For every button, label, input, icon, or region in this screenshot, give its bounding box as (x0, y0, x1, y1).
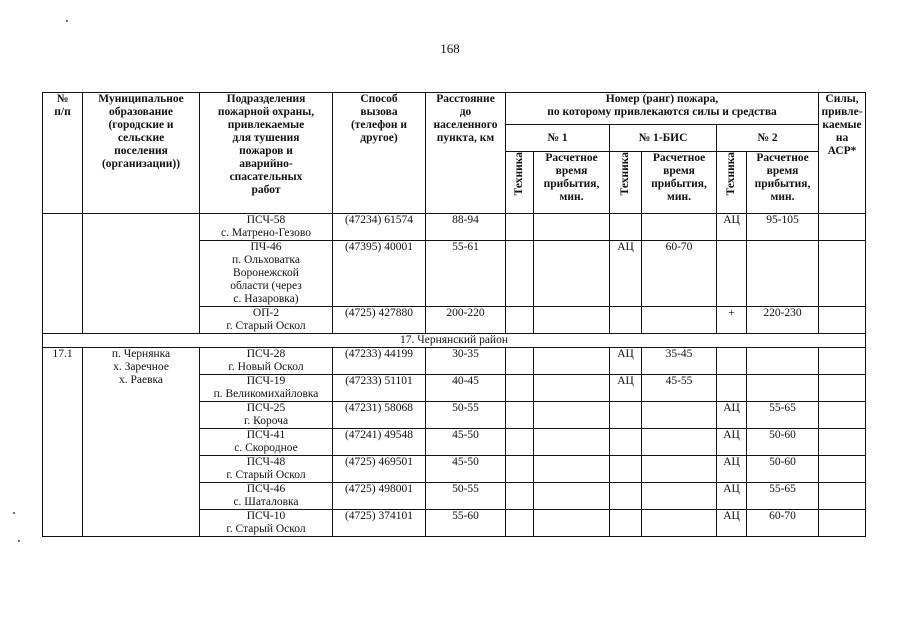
rank-2-equipment: АЦ (717, 429, 747, 456)
distance-cell: 55-61 (426, 241, 506, 307)
rank-1-equipment (506, 429, 534, 456)
rank-1-equipment (506, 348, 534, 375)
asr-cell (819, 429, 866, 456)
unit-cell: ПСЧ-28 г. Новый Оскол (200, 348, 333, 375)
rank-1-time (534, 375, 610, 402)
phone-cell: (47395) 40001 (333, 241, 426, 307)
rank-2-equipment: АЦ (717, 214, 747, 241)
distance-cell: 50-55 (426, 483, 506, 510)
rank-2-equipment (717, 348, 747, 375)
header-asr: Силы, привле- каемые на АСР* (819, 93, 866, 214)
num-cell (43, 214, 83, 334)
asr-cell (819, 241, 866, 307)
fire-resources-table (42, 92, 866, 537)
scan-speck (18, 540, 20, 542)
rank-1-bis-time (642, 307, 717, 334)
page-number: 168 (440, 41, 460, 56)
rank-2-equipment: АЦ (717, 510, 747, 537)
rank-2-equipment: + (717, 307, 747, 334)
header-rank-1: № 1 (506, 125, 610, 152)
rank-1-bis-equipment (610, 214, 642, 241)
rank-2-time (747, 241, 819, 307)
unit-cell: ОП-2 г. Старый Оскол (200, 307, 333, 334)
rank-1-bis-equipment (610, 483, 642, 510)
unit-cell: ПСЧ-19 п. Великомихайловка (200, 375, 333, 402)
rank-1-bis-equipment: АЦ (610, 375, 642, 402)
rank-1-bis-time: 60-70 (642, 241, 717, 307)
rank-2-time: 50-60 (747, 429, 819, 456)
header-fire-number: Номер (ранг) пожара, по которому привлекаются силы и средства (506, 93, 819, 125)
phone-cell: (47233) 44199 (333, 348, 426, 375)
phone-cell: (4725) 374101 (333, 510, 426, 537)
phone-cell: (47231) 58068 (333, 402, 426, 429)
rank-1-equipment (506, 456, 534, 483)
rank-1-bis-time: 45-55 (642, 375, 717, 402)
header-equipment-rank-1: Техника (506, 152, 534, 214)
phone-cell: (47233) 51101 (333, 375, 426, 402)
rank-2-time: 95-105 (747, 214, 819, 241)
distance-cell: 45-50 (426, 456, 506, 483)
rank-1-bis-equipment: АЦ (610, 241, 642, 307)
header-num: № п/п (43, 93, 83, 214)
unit-cell: ПСЧ-48 г. Старый Оскол (200, 456, 333, 483)
asr-cell (819, 348, 866, 375)
rank-1-bis-equipment (610, 429, 642, 456)
phone-cell: (4725) 498001 (333, 483, 426, 510)
distance-cell: 55-60 (426, 510, 506, 537)
header-municipality: Муниципальное образование (городские и сельские поселения (организации)) (83, 93, 200, 214)
phone-cell: (4725) 469501 (333, 456, 426, 483)
num-cell: 17.1 (43, 348, 83, 537)
header-equipment-rank-2: Техника (717, 152, 747, 214)
distance-cell: 88-94 (426, 214, 506, 241)
unit-cell: ПСЧ-46 с. Шаталовка (200, 483, 333, 510)
rank-1-time (534, 241, 610, 307)
unit-cell: ПСЧ-58 с. Матрено-Гезово (200, 214, 333, 241)
unit-cell: ПСЧ-25 г. Короча (200, 402, 333, 429)
header-rank-2: № 2 (717, 125, 819, 152)
table-row (43, 348, 866, 375)
asr-cell (819, 375, 866, 402)
header-equipment-rank-1-bis: Техника (610, 152, 642, 214)
rank-1-equipment (506, 402, 534, 429)
distance-cell: 40-45 (426, 375, 506, 402)
rank-1-equipment (506, 510, 534, 537)
rank-1-bis-time (642, 510, 717, 537)
rank-1-bis-time (642, 402, 717, 429)
rank-2-equipment (717, 241, 747, 307)
rank-1-time (534, 510, 610, 537)
rank-1-equipment (506, 214, 534, 241)
rank-2-time: 60-70 (747, 510, 819, 537)
municipality-cell: п. Чернянка х. Заречное х. Раевка (83, 348, 200, 537)
rank-1-bis-equipment: АЦ (610, 348, 642, 375)
rank-2-equipment: АЦ (717, 402, 747, 429)
header-units: Подразделения пожарной охраны, привлекаемые для тушения пожаров и аварийно- спасательных работ (200, 93, 333, 214)
rank-1-bis-time (642, 214, 717, 241)
rank-1-time (534, 483, 610, 510)
rank-1-bis-equipment (610, 456, 642, 483)
rank-2-equipment: АЦ (717, 456, 747, 483)
rank-1-time (534, 402, 610, 429)
header-distance: Расстояние до населенного пункта, км (426, 93, 506, 214)
rank-2-time: 55-65 (747, 402, 819, 429)
rank-2-time (747, 375, 819, 402)
phone-cell: (47234) 61574 (333, 214, 426, 241)
rank-1-bis-equipment (610, 402, 642, 429)
rank-1-bis-time (642, 429, 717, 456)
asr-cell (819, 510, 866, 537)
table-row (43, 214, 866, 241)
header-arrival-rank-1: Расчетное время прибытия, мин. (534, 152, 610, 214)
distance-cell: 200-220 (426, 307, 506, 334)
rank-1-time (534, 429, 610, 456)
rank-1-equipment (506, 375, 534, 402)
header-call-method: Способ вызова (телефон и другое) (333, 93, 426, 214)
rank-1-time (534, 348, 610, 375)
rank-1-bis-time: 35-45 (642, 348, 717, 375)
rank-1-bis-time (642, 483, 717, 510)
distance-cell: 45-50 (426, 429, 506, 456)
phone-cell: (47241) 49548 (333, 429, 426, 456)
rank-1-equipment (506, 307, 534, 334)
rank-2-time: 50-60 (747, 456, 819, 483)
rank-2-time: 220-230 (747, 307, 819, 334)
rank-1-bis-time (642, 456, 717, 483)
asr-cell (819, 214, 866, 241)
rank-1-bis-equipment (610, 510, 642, 537)
asr-cell (819, 483, 866, 510)
scan-speck (66, 20, 68, 22)
rank-1-time (534, 307, 610, 334)
header-arrival-rank-1-bis: Расчетное время прибытия, мин. (642, 152, 717, 214)
phone-cell: (4725) 427880 (333, 307, 426, 334)
asr-cell (819, 402, 866, 429)
asr-cell (819, 456, 866, 483)
unit-cell: ПСЧ-41 с. Скородное (200, 429, 333, 456)
asr-cell (819, 307, 866, 334)
rank-1-equipment (506, 241, 534, 307)
scan-speck (13, 512, 15, 514)
rank-1-bis-equipment (610, 307, 642, 334)
rank-1-equipment (506, 483, 534, 510)
unit-cell: ПСЧ-10 г. Старый Оскол (200, 510, 333, 537)
rank-2-time (747, 348, 819, 375)
unit-cell: ПЧ-46 п. Ольховатка Воронежской области (через с. Назаровка) (200, 241, 333, 307)
section-title: 17. Чернянский район (43, 334, 866, 348)
header-rank-1-bis: № 1-БИС (610, 125, 717, 152)
rank-2-time: 55-65 (747, 483, 819, 510)
municipality-cell (83, 214, 200, 334)
rank-2-equipment: АЦ (717, 483, 747, 510)
rank-2-equipment (717, 375, 747, 402)
section-row (43, 334, 866, 348)
header-arrival-rank-2: Расчетное время прибытия, мин. (747, 152, 819, 214)
rank-1-time (534, 214, 610, 241)
distance-cell: 30-35 (426, 348, 506, 375)
distance-cell: 50-55 (426, 402, 506, 429)
rank-1-time (534, 456, 610, 483)
